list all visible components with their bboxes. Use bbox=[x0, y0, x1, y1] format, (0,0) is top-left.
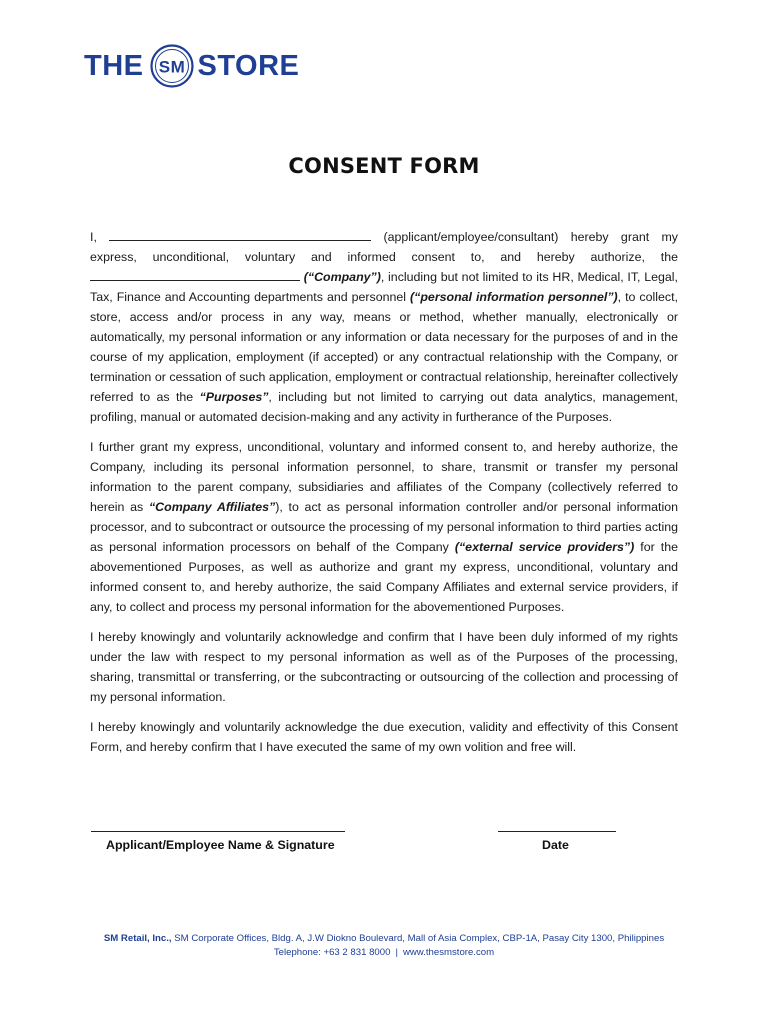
seal-text: SM bbox=[158, 57, 185, 77]
date-label: Date bbox=[542, 838, 569, 852]
footer-separator: | bbox=[395, 947, 398, 958]
p1-mid-2: , to collect, store, access and/or process in any way, means or method, whether manually, electronically or automatically, my personal information or any information or data necessary for the purposes of and in the course of my application, employment (if accepted) or any contractual relationship with the Company, or termination or cessation of such application, employment or contractual relationship, hereinafter collectively referred to as the bbox=[90, 290, 678, 404]
company-blank-line bbox=[90, 269, 300, 281]
logo-text-the: THE bbox=[84, 49, 144, 82]
p1-end: , including but not limited to carrying out data analytics, management, profiling, manual or automated decision-making and any activity in furtherance of the Purposes. bbox=[90, 390, 678, 424]
consent-paragraph-4: I hereby knowingly and voluntarily acknowledge the due execution, validity and effectivity of this Consent Form, and hereby confirm that I have executed the same of my own volition and free will. bbox=[90, 720, 678, 754]
footer-address: SM Corporate Offices, Bldg. A, J.W Diokno Boulevard, Mall of Asia Complex, CBP-1A, Pasay City 1300, Philippines bbox=[171, 933, 665, 944]
store-logo bbox=[84, 44, 299, 88]
p2-intro: I further grant my express, unconditional, voluntary and informed consent to, and hereby authorize, the Company, including its personal information personnel, to share, transmit or transfer my personal information to the parent company, subsidiaries and affiliates of the Company (collectively referred to herein as bbox=[90, 440, 678, 514]
p1-after-name: (applicant/employee/consultant) hereby grant my express, unconditional, voluntary and informed consent to, and hereby authorize, the bbox=[90, 230, 678, 264]
footer bbox=[0, 932, 768, 960]
p2-end: for the abovementioned Purposes, as well as authorize and grant my express, unconditional, voluntary and informed consent to, and hereby authorize, the said Company Affiliates and external service providers, if any, to collect and process my personal information for the abovementioned Purposes. bbox=[90, 540, 678, 614]
signature-label: Applicant/Employee Name & Signature bbox=[106, 838, 335, 852]
logo-text-store: STORE bbox=[197, 49, 300, 82]
signature-line bbox=[91, 831, 345, 832]
p2-mid-1: ), to act as personal information controller and/or personal information processor, and to subcontract or outsource the processing of my personal information to third parties acting as personal information processors on behalf of the Company bbox=[90, 500, 678, 554]
footer-website: www.thesmstore.com bbox=[402, 947, 495, 958]
consent-paragraph-3: I hereby knowingly and voluntarily acknowledge and confirm that I have been duly informed of my rights under the law with respect to my personal information as well as of the Purposes of the processing, sharing, transmittal or transferring, or the subcontracting or outsourcing of the collection and processing of my personal information. bbox=[90, 630, 678, 704]
p1-intro: I, bbox=[90, 230, 110, 244]
footer-telephone: Telephone: +63 2 831 8000 bbox=[273, 947, 391, 958]
purposes-definition: “Purposes” bbox=[199, 390, 269, 404]
footer-contact-line bbox=[0, 946, 768, 960]
page-title: CONSENT FORM bbox=[288, 154, 480, 178]
sm-seal-icon bbox=[150, 44, 194, 88]
personnel-definition: (“personal information personnel”) bbox=[410, 290, 618, 304]
company-definition: (“Company”) bbox=[303, 270, 381, 284]
footer-company-name: SM Retail, Inc., bbox=[103, 933, 172, 944]
name-blank-line bbox=[109, 229, 371, 241]
consent-body bbox=[90, 227, 678, 767]
p1-mid-1: , including but not limited to its HR, Medical, IT, Legal, Tax, Finance and Accounting departments and personnel bbox=[90, 270, 678, 304]
consent-paragraph-2 bbox=[90, 437, 678, 617]
affiliates-definition: “Company Affiliates” bbox=[148, 500, 276, 514]
date-line bbox=[498, 831, 616, 832]
footer-address-line bbox=[0, 932, 768, 946]
consent-paragraph-1 bbox=[90, 227, 678, 427]
providers-definition: (“external service providers”) bbox=[454, 540, 635, 554]
